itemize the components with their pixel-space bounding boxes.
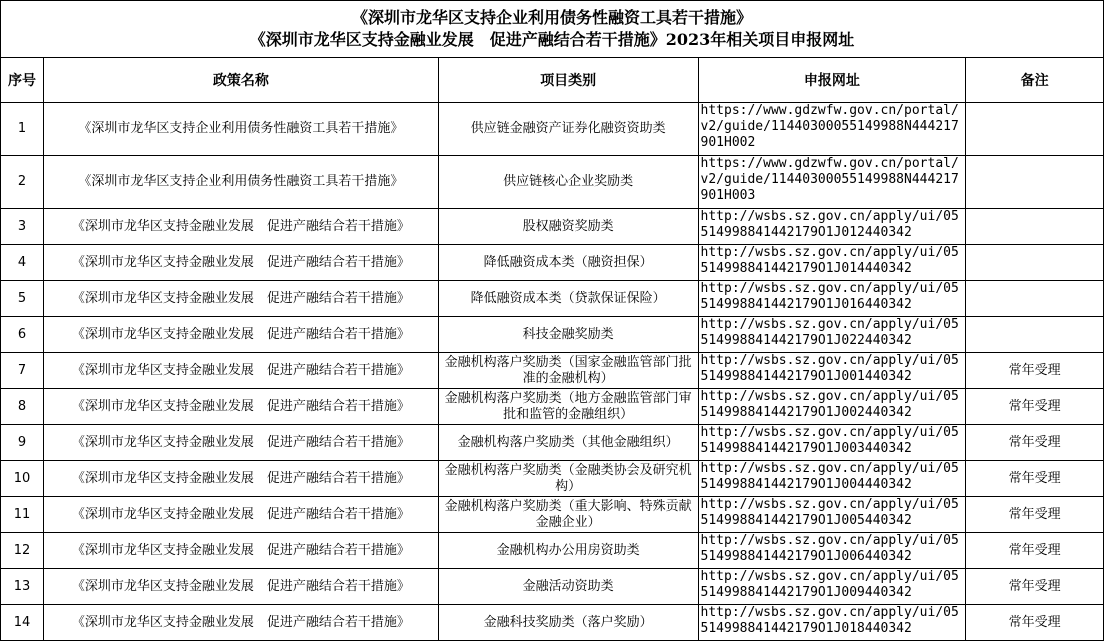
row-note xyxy=(966,209,1104,245)
table-row xyxy=(1,317,1104,353)
row-url[interactable]: http://wsbs.sz.gov.cn/apply/ui/05514998841442179O1J018440342 xyxy=(698,605,966,641)
table-row xyxy=(1,605,1104,641)
table-title xyxy=(1,1,1104,58)
row-category: 金融机构办公用房资助类 xyxy=(438,533,698,569)
row-number: 9 xyxy=(1,425,44,461)
row-note: 常年受理 xyxy=(966,533,1104,569)
table-row xyxy=(1,461,1104,497)
row-url[interactable]: http://wsbs.sz.gov.cn/apply/ui/05514998841442179O1J012440342 xyxy=(698,209,966,245)
row-policy: 《深圳市龙华区支持金融业发展 促进产融结合若干措施》 xyxy=(43,497,438,533)
row-policy: 《深圳市龙华区支持金融业发展 促进产融结合若干措施》 xyxy=(43,605,438,641)
row-url[interactable]: http://wsbs.sz.gov.cn/apply/ui/05514998841442179O1J002440342 xyxy=(698,389,966,425)
row-url[interactable]: http://wsbs.sz.gov.cn/apply/ui/05514998841442179O1J005440342 xyxy=(698,497,966,533)
row-number: 5 xyxy=(1,281,44,317)
row-policy: 《深圳市龙华区支持金融业发展 促进产融结合若干措施》 xyxy=(43,317,438,353)
header-url: 申报网址 xyxy=(698,58,966,103)
row-policy: 《深圳市龙华区支持金融业发展 促进产融结合若干措施》 xyxy=(43,353,438,389)
table-row xyxy=(1,209,1104,245)
title-line-2: 《深圳市龙华区支持金融业发展 促进产融结合若干措施》2023年相关项目申报网址 xyxy=(249,30,855,49)
row-note xyxy=(966,103,1104,156)
row-number: 2 xyxy=(1,156,44,209)
row-number: 6 xyxy=(1,317,44,353)
row-note: 常年受理 xyxy=(966,389,1104,425)
row-category: 降低融资成本类（贷款保证保险） xyxy=(438,281,698,317)
header-num: 序号 xyxy=(1,58,44,103)
row-url[interactable]: http://wsbs.sz.gov.cn/apply/ui/05514998841442179O1J016440342 xyxy=(698,281,966,317)
table-row xyxy=(1,533,1104,569)
table-row xyxy=(1,569,1104,605)
row-note: 常年受理 xyxy=(966,425,1104,461)
row-category: 金融机构落户奖励类（地方金融监管部门审批和监管的金融组织） xyxy=(438,389,698,425)
row-policy: 《深圳市龙华区支持金融业发展 促进产融结合若干措施》 xyxy=(43,461,438,497)
row-url[interactable]: http://wsbs.sz.gov.cn/apply/ui/05514998841442179O1J004440342 xyxy=(698,461,966,497)
title-line-1: 《深圳市龙华区支持企业利用债务性融资工具若干措施》 xyxy=(351,8,752,27)
row-number: 14 xyxy=(1,605,44,641)
row-policy: 《深圳市龙华区支持企业利用债务性融资工具若干措施》 xyxy=(43,156,438,209)
row-number: 12 xyxy=(1,533,44,569)
row-category: 科技金融奖励类 xyxy=(438,317,698,353)
row-policy: 《深圳市龙华区支持金融业发展 促进产融结合若干措施》 xyxy=(43,281,438,317)
row-number: 3 xyxy=(1,209,44,245)
row-note: 常年受理 xyxy=(966,605,1104,641)
table-row xyxy=(1,103,1104,156)
header-note: 备注 xyxy=(966,58,1104,103)
row-category: 股权融资奖励类 xyxy=(438,209,698,245)
row-category: 金融机构落户奖励类（重大影响、特殊贡献金融企业） xyxy=(438,497,698,533)
header-category: 项目类别 xyxy=(438,58,698,103)
row-category: 金融活动资助类 xyxy=(438,569,698,605)
row-number: 1 xyxy=(1,103,44,156)
row-note xyxy=(966,245,1104,281)
row-policy: 《深圳市龙华区支持金融业发展 促进产融结合若干措施》 xyxy=(43,425,438,461)
row-url[interactable]: http://wsbs.sz.gov.cn/apply/ui/05514998841442179O1J009440342 xyxy=(698,569,966,605)
row-note: 常年受理 xyxy=(966,569,1104,605)
row-category: 金融机构落户奖励类（金融类协会及研究机构） xyxy=(438,461,698,497)
row-number: 11 xyxy=(1,497,44,533)
table-row xyxy=(1,353,1104,389)
row-policy: 《深圳市龙华区支持企业利用债务性融资工具若干措施》 xyxy=(43,103,438,156)
row-url[interactable]: http://wsbs.sz.gov.cn/apply/ui/05514998841442179O1J003440342 xyxy=(698,425,966,461)
row-category: 金融机构落户奖励类（其他金融组织） xyxy=(438,425,698,461)
row-number: 8 xyxy=(1,389,44,425)
row-policy: 《深圳市龙华区支持金融业发展 促进产融结合若干措施》 xyxy=(43,389,438,425)
row-policy: 《深圳市龙华区支持金融业发展 促进产融结合若干措施》 xyxy=(43,533,438,569)
row-url[interactable]: https://www.gdzwfw.gov.cn/portal/v2/guide/11440300055149988N444217901H003 xyxy=(698,156,966,209)
row-url[interactable]: https://www.gdzwfw.gov.cn/portal/v2/guide/11440300055149988N444217901H002 xyxy=(698,103,966,156)
table-row xyxy=(1,245,1104,281)
row-number: 10 xyxy=(1,461,44,497)
row-number: 4 xyxy=(1,245,44,281)
header-policy: 政策名称 xyxy=(43,58,438,103)
row-policy: 《深圳市龙华区支持金融业发展 促进产融结合若干措施》 xyxy=(43,245,438,281)
row-category: 供应链金融资产证券化融资资助类 xyxy=(438,103,698,156)
row-category: 金融科技奖励类（落户奖励） xyxy=(438,605,698,641)
row-note xyxy=(966,156,1104,209)
row-note xyxy=(966,281,1104,317)
table-row xyxy=(1,389,1104,425)
header-row xyxy=(1,58,1104,103)
row-url[interactable]: http://wsbs.sz.gov.cn/apply/ui/05514998841442179O1J001440342 xyxy=(698,353,966,389)
row-number: 7 xyxy=(1,353,44,389)
row-url[interactable]: http://wsbs.sz.gov.cn/apply/ui/05514998841442179O1J022440342 xyxy=(698,317,966,353)
table-row xyxy=(1,156,1104,209)
row-note: 常年受理 xyxy=(966,461,1104,497)
row-category: 供应链核心企业奖励类 xyxy=(438,156,698,209)
row-policy: 《深圳市龙华区支持金融业发展 促进产融结合若干措施》 xyxy=(43,209,438,245)
title-row xyxy=(1,1,1104,58)
row-url[interactable]: http://wsbs.sz.gov.cn/apply/ui/05514998841442179O1J014440342 xyxy=(698,245,966,281)
row-note: 常年受理 xyxy=(966,497,1104,533)
table-row xyxy=(1,425,1104,461)
row-category: 降低融资成本类（融资担保） xyxy=(438,245,698,281)
row-policy: 《深圳市龙华区支持金融业发展 促进产融结合若干措施》 xyxy=(43,569,438,605)
row-note: 常年受理 xyxy=(966,353,1104,389)
row-number: 13 xyxy=(1,569,44,605)
row-category: 金融机构落户奖励类（国家金融监管部门批准的金融机构） xyxy=(438,353,698,389)
row-note xyxy=(966,317,1104,353)
row-url[interactable]: http://wsbs.sz.gov.cn/apply/ui/05514998841442179O1J006440342 xyxy=(698,533,966,569)
table-row xyxy=(1,281,1104,317)
table-row xyxy=(1,497,1104,533)
